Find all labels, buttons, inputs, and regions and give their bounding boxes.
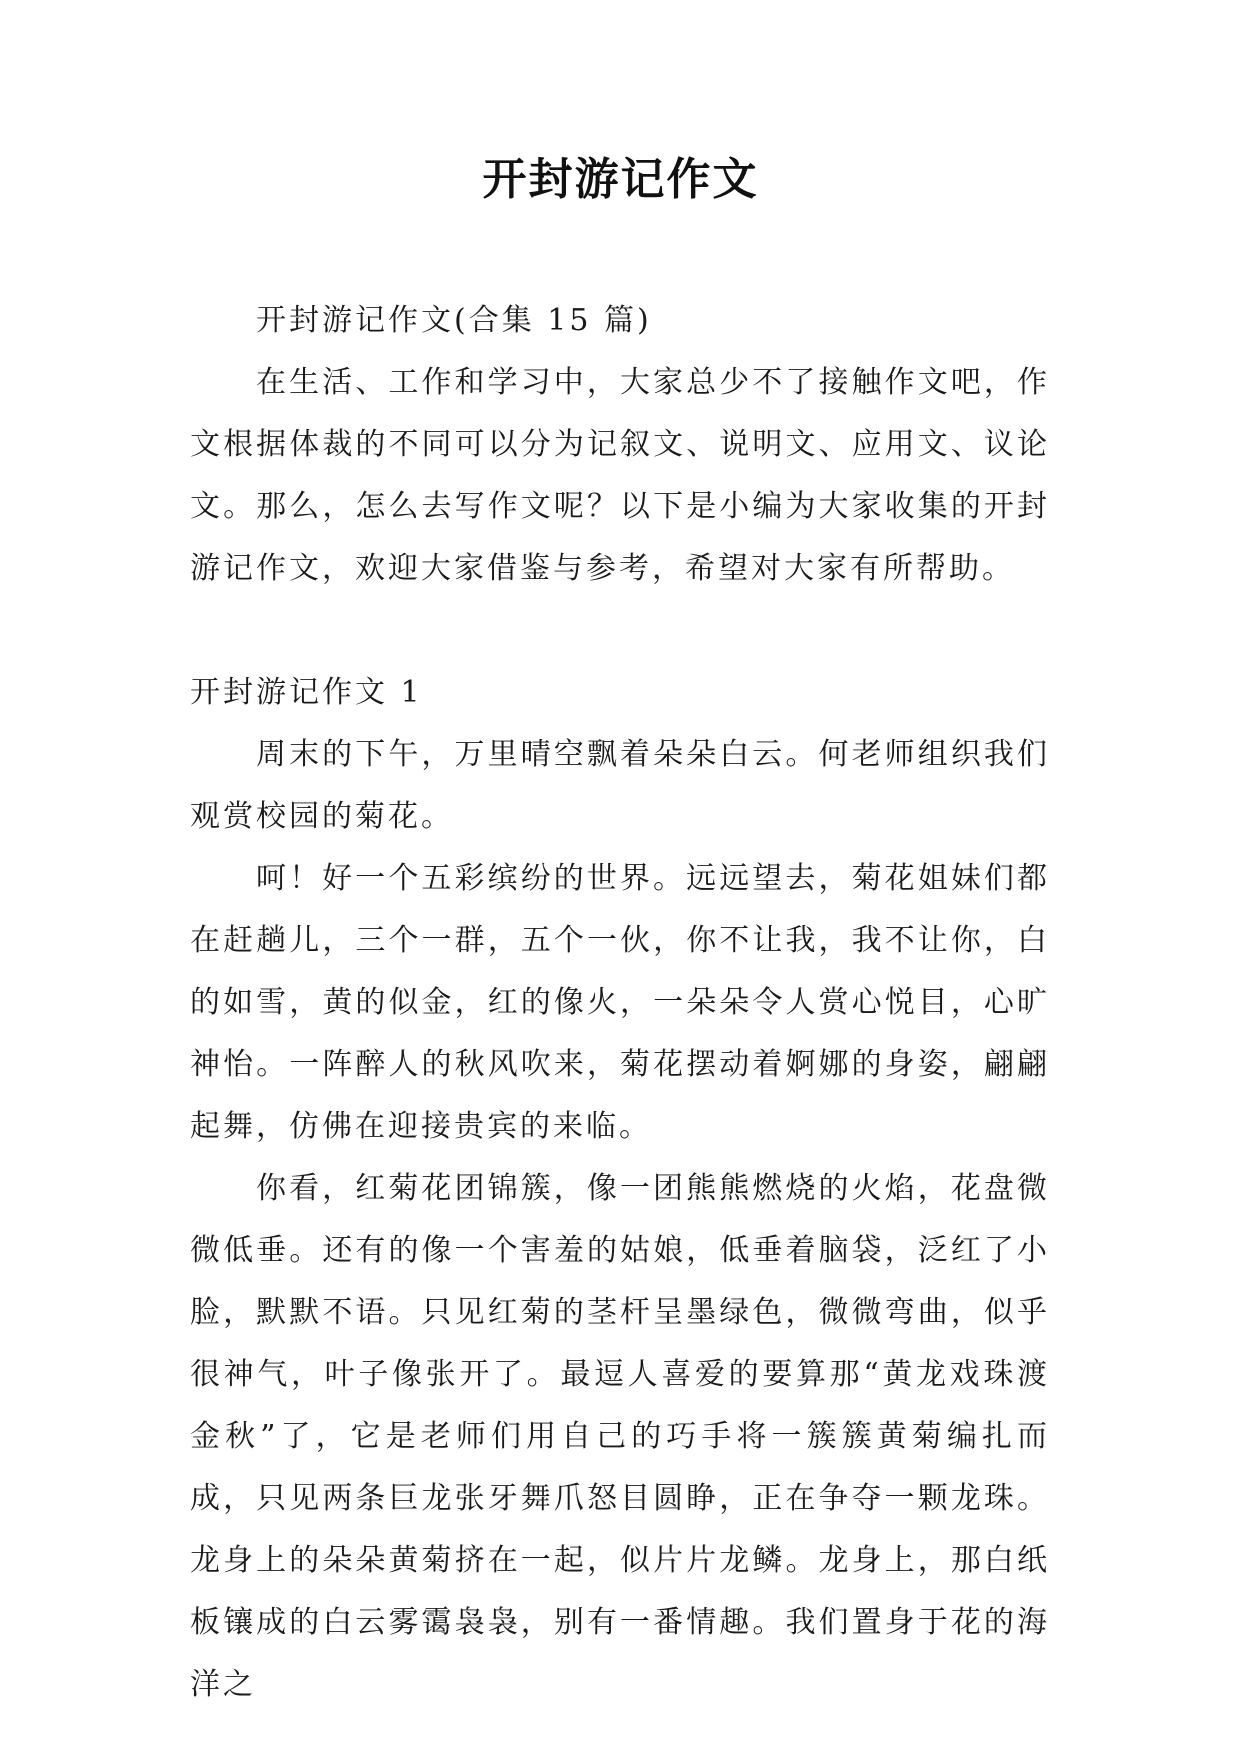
collection-subtitle: 开封游记作文(合集 15 篇) <box>256 303 652 338</box>
document-body <box>190 290 1050 1716</box>
body-paragraph: 周末的下午，万里晴空飘着朵朵白云。何老师组织我们观赏校园的菊花。 <box>190 737 1050 834</box>
section-heading: 开封游记作文 1 <box>190 675 423 710</box>
body-paragraph: 呵！好一个五彩缤纷的世界。远远望去，菊花姐妹们都在赶趟儿，三个一群，五个一伙，你不让我，我不让你，白的如雪，黄的似金，红的像火，一朵朵令人赏心悦目，心旷神怡。一阵醉人的秋风吹来，菊花摆动着婀娜的身姿，翩翩起舞，仿佛在迎接贵宾的来临。 <box>190 861 1050 1144</box>
document-title: 开封游记作文 <box>482 154 759 205</box>
intro-paragraph: 在生活、工作和学习中，大家总少不了接触作文吧，作文根据体裁的不同可以分为记叙文、说明文、应用文、议论文。那么，怎么去写作文呢？以下是小编为大家收集的开封游记作文，欢迎大家借鉴与参考，希望对大家有所帮助。 <box>190 365 1050 586</box>
body-paragraph: 你看，红菊花团锦簇，像一团熊熊燃烧的火焰，花盘微微低垂。还有的像一个害羞的姑娘，低垂着脑袋，泛红了小脸，默默不语。只见红菊的茎杆呈墨绿色，微微弯曲，似乎很神气，叶子像张开了。最逗人喜爱的要算那“黄龙戏珠渡金秋”了，它是老师们用自己的巧手将一簇簇黄菊编扎而成，只见两条巨龙张牙舞爪怒目圆睁，正在争夺一颗龙珠。龙身上的朵朵黄菊挤在一起，似片片龙鳞。龙身上，那白纸板镶成的白云雾霭袅袅，别有一番情趣。我们置身于花的海洋之 <box>190 1171 1050 1702</box>
